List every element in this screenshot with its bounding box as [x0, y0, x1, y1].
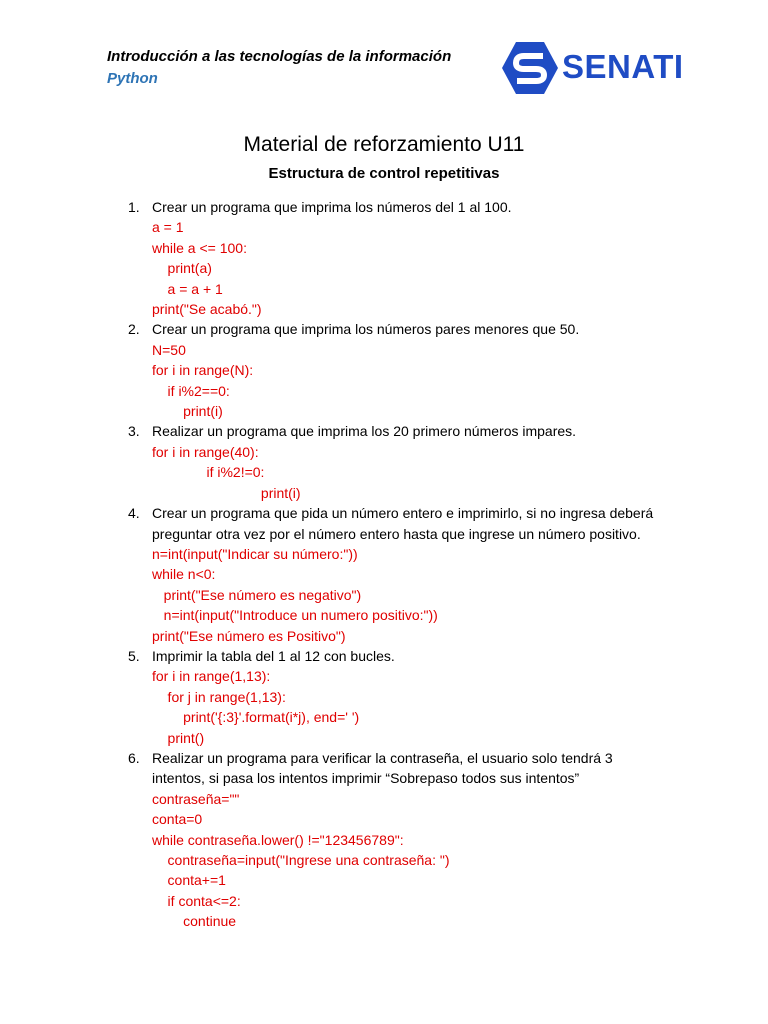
- code-line: for j in range(1,13):: [152, 688, 286, 705]
- code-line: for i in range(N):: [152, 362, 254, 379]
- exercise-item: [128, 646, 668, 748]
- code-line: if i%2!=0:: [152, 464, 265, 481]
- code-line: print(a): [152, 260, 212, 277]
- exercise-number: 1.: [128, 199, 140, 215]
- code-line: contraseña="": [152, 790, 240, 807]
- exercise-statement: Realizar un programa que imprima los 20 primero números impares.: [152, 423, 577, 440]
- code-line: while a <= 100:: [152, 239, 247, 256]
- code-line: print(i): [152, 403, 223, 420]
- code-block: [152, 442, 668, 503]
- document-header: [107, 48, 451, 87]
- exercise-statement: Realizar un programa para verificar la contraseña, el usuario solo tendrá 3 intentos, si pasa los intentos imprimir “Sobrepaso todos sus intentos”: [152, 749, 613, 787]
- course-title: Introducción a las tecnologías de la información: [107, 48, 452, 65]
- code-line: continue: [152, 913, 237, 930]
- senati-logo-icon: [500, 40, 560, 96]
- exercise-item: [128, 421, 668, 503]
- code-line: print("Ese número es negativo"): [152, 586, 362, 603]
- code-line: print("Se acabó."): [152, 301, 262, 318]
- code-line: a = 1: [152, 219, 184, 236]
- page-title: Material de reforzamiento U11: [243, 133, 525, 156]
- code-line: print(i): [152, 484, 301, 501]
- code-line: while contraseña.lower() !="123456789":: [152, 831, 404, 848]
- code-line: n=int(input("Indicar su número:")): [152, 545, 358, 562]
- code-block: [152, 666, 668, 748]
- exercise-list: [128, 197, 668, 932]
- exercise-number: 3.: [128, 423, 140, 440]
- code-line: print(): [152, 729, 205, 746]
- exercise-statement: Imprimir la tabla del 1 al 12 con bucles.: [152, 647, 395, 664]
- exercise-number: 6.: [128, 749, 140, 766]
- exercise-number: 5.: [128, 647, 140, 664]
- exercise-statement: Crear un programa que imprima los números del 1 al 100.: [152, 199, 512, 215]
- code-line: while n<0:: [152, 566, 216, 583]
- subject-title: Python: [107, 70, 158, 87]
- code-line: n=int(input("Introduce un numero positivo:")): [152, 607, 438, 624]
- code-block: [152, 544, 668, 646]
- code-line: if conta<=2:: [152, 892, 241, 909]
- code-line: N=50: [152, 341, 186, 358]
- page-subtitle: Estructura de control repetitivas: [268, 165, 500, 182]
- code-line: for i in range(1,13):: [152, 668, 271, 685]
- code-block: [152, 789, 668, 932]
- code-line: for i in range(40):: [152, 443, 259, 460]
- logo-text: SENATI: [562, 48, 684, 85]
- senati-logo: [500, 40, 690, 96]
- code-line: print('{:3}'.format(i*j), end=' '): [152, 709, 360, 726]
- exercise-number: 4.: [128, 505, 140, 522]
- exercise-statement: Crear un programa que pida un número entero e imprimirlo, si no ingresa deberá preguntar otra vez por el número entero hasta que ingrese un número positivo.: [152, 505, 654, 542]
- exercise-statement: Crear un programa que imprima los números pares menores que 50.: [152, 321, 580, 338]
- exercise-item: [128, 319, 668, 421]
- exercise-item: [128, 748, 668, 932]
- code-line: a = a + 1: [152, 280, 223, 297]
- exercise-item: [128, 503, 668, 646]
- code-line: print("Ese número es Positivo"): [152, 627, 346, 644]
- code-block: [152, 340, 668, 422]
- code-line: conta=0: [152, 811, 203, 828]
- exercise-number: 2.: [128, 321, 140, 338]
- exercise-item: [128, 197, 668, 319]
- code-block: [152, 217, 668, 319]
- code-line: contraseña=input("Ingrese una contraseña: "): [152, 852, 450, 868]
- code-line: if i%2==0:: [152, 382, 230, 399]
- code-line: conta+=1: [152, 872, 226, 889]
